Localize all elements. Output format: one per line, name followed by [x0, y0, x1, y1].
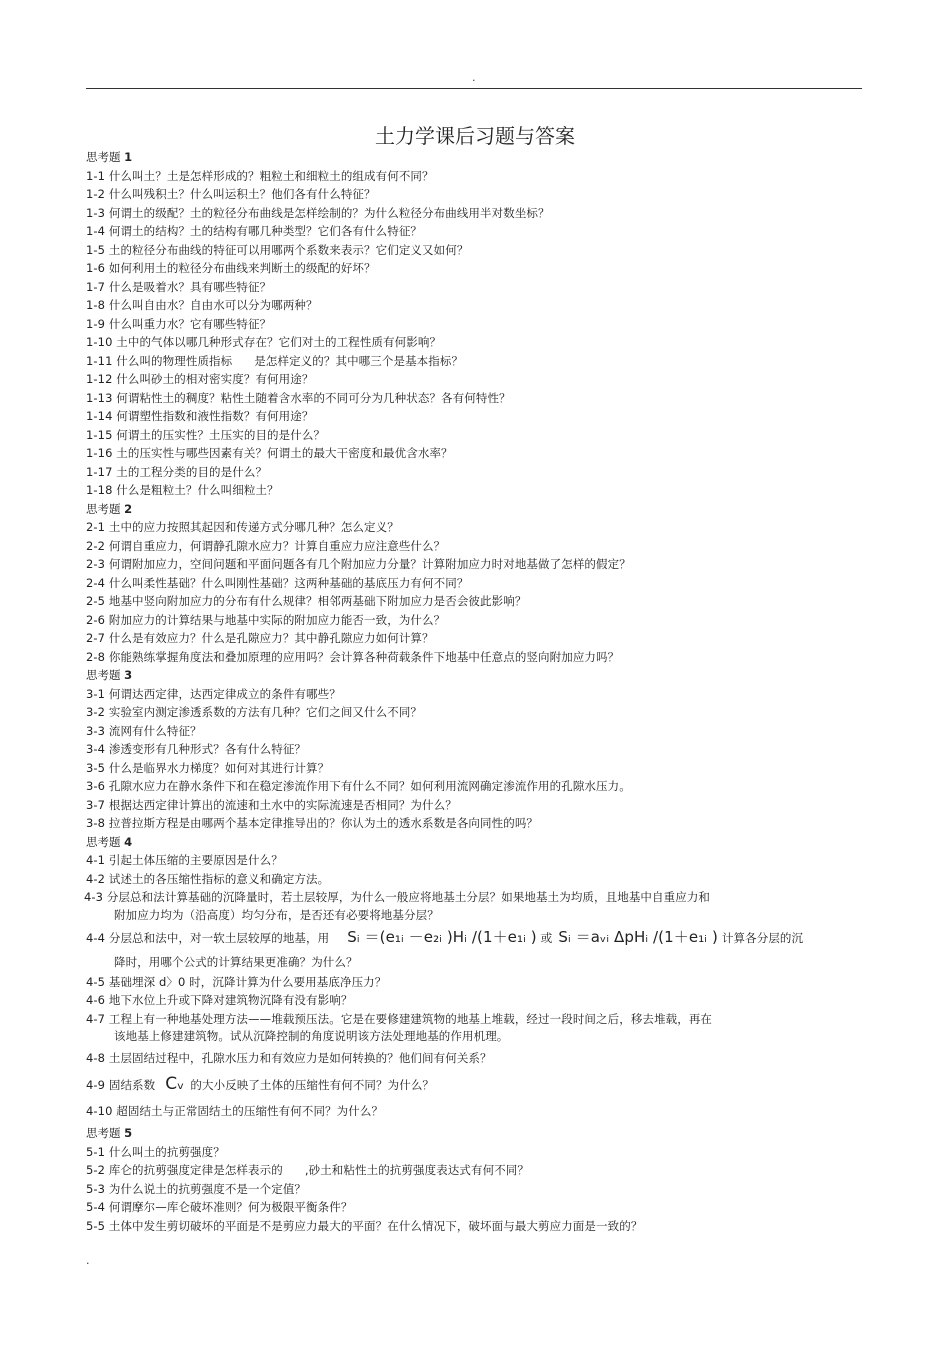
- question-4-2: 4-2 试述土的各压缩性指标的意义和确定方法。: [86, 871, 330, 886]
- question-1-7: 1-7 什么是吸着水？具有哪些特征？: [86, 279, 272, 294]
- question-4-4-continued: 降时，用哪个公式的计算结果更准确？为什么？: [114, 954, 358, 969]
- question-3-1: 3-1 何谓达西定律，达西定律成立的条件有哪些？: [86, 686, 341, 701]
- question-3-5: 3-5 什么是临界水力梯度？如何对其进行计算？: [86, 760, 330, 775]
- question-1-5: 1-5 土的粒径分布曲线的特征可以用哪两个系数来表示？它们定义又如何？: [86, 242, 469, 257]
- consolidation-coefficient-symbol: Cᵥ: [165, 1074, 185, 1094]
- question-1-17: 1-17 土的工程分类的目的是什么？: [86, 464, 268, 479]
- question-4-3-continued: 附加应力均为（沿高度）均匀分布，是否还有必要将地基分层？: [114, 907, 439, 922]
- question-1-4: 1-4 何谓土的结构？土的结构有哪几种类型？它们各有什么特征？: [86, 224, 423, 238]
- question-2-6: 2-6 附加应力的计算结果与地基中实际的附加应力能否一致，为什么？: [86, 612, 446, 627]
- question-3-7: 3-7 根据达西定律计算出的流速和土水中的实际流速是否相同？为什么？: [86, 797, 457, 812]
- settlement-formula-1: Sᵢ ＝(e₁ᵢ －e₂ᵢ )Hᵢ /(1＋e₁ᵢ ): [347, 927, 537, 946]
- question-1-11: 1-11 什么叫的物理性质指标 是怎样定义的？其中哪三个是基本指标？: [86, 353, 464, 368]
- question-1-3: 1-3 何谓土的级配？土的粒径分布曲线是怎样绘制的？为什么粒径分布曲线用半对数坐标？: [86, 205, 550, 220]
- document-body: [86, 148, 886, 1235]
- question-1-8: 1-8 什么叫自由水？自由水可以分为哪两种？: [86, 298, 318, 312]
- page-title: 土力学课后习题与答案: [375, 124, 575, 148]
- question-4-5: 4-5 基础埋深 d〉0 时，沉降计算为什么要用基底净压力？: [86, 974, 387, 989]
- question-5-5: 5-5 土体中发生剪切破坏的平面是不是剪应力最大的平面？在什么情况下，破坏面与最大剪应力面是一致的？: [86, 1218, 643, 1233]
- question-5-2: 5-2 库仑的抗剪强度定律是怎样表示的 ,砂土和粘性土的抗剪强度表达式有何不同？: [86, 1163, 529, 1177]
- question-3-3: 3-3 流网有什么特征？: [86, 723, 202, 738]
- section-heading-1: 思考题 1: [86, 150, 133, 164]
- question-1-6: 1-6 如何利用土的粒径分布曲线来判断土的级配的好坏？: [86, 261, 376, 275]
- question-2-3: 2-3 何谓附加应力，空间问题和平面问题各有几个附加应力分量？计算附加应力时对地基做了怎样的假定？: [86, 557, 631, 571]
- question-3-4: 3-4 渗透变形有几种形式？各有什么特征？: [86, 742, 307, 756]
- question-1-18: 1-18 什么是粗粒土？什么叫细粒土？: [86, 483, 279, 497]
- question-2-7: 2-7 什么是有效应力？什么是孔隙应力？其中静孔隙应力如何计算？: [86, 631, 434, 645]
- question-5-4: 5-4 何谓摩尔—库仑破坏准则？何为极限平衡条件？: [86, 1200, 353, 1214]
- question-3-6: 3-6 孔隙水应力在静水条件下和在稳定渗流作用下有什么不同？如何利用流网确定渗流作用的孔隙水压力。: [86, 779, 631, 793]
- question-2-8: 2-8 你能熟练掌握角度法和叠加原理的应用吗？会计算各种荷载条件下地基中任意点的竖向附加应力吗？: [86, 649, 620, 664]
- question-2-1: 2-1 土中的应力按照其起因和传递方式分哪几种？怎么定义？: [86, 520, 399, 534]
- footer-dot: .: [86, 1254, 90, 1267]
- header-rule: [86, 88, 862, 89]
- question-4-4: 4-4 分层总和法中，对一软土层较厚的地基，用 Sᵢ ＝(e₁ᵢ －e₂ᵢ )Hᵢ /(1＋e₁ᵢ ) 或 Sᵢ ＝aᵥᵢ ΔpHᵢ /(1＋e₁ᵢ ) 计算各分层的沉: [86, 924, 886, 951]
- header-dot: .: [472, 71, 476, 84]
- question-2-2: 2-2 何谓自重应力，何谓静孔隙水应力？计算自重应力应注意些什么？: [86, 538, 446, 553]
- question-3-8: 3-8 拉普拉斯方程是由哪两个基本定律推导出的？你认为土的透水系数是各向同性的吗？: [86, 816, 539, 830]
- question-1-12: 1-12 什么叫砂土的相对密实度？有何用途？: [86, 372, 314, 386]
- question-1-15: 1-15 何谓土的压实性？土压实的目的是什么？: [86, 427, 326, 442]
- question-1-9: 1-9 什么叫重力水？它有哪些特征？: [86, 316, 272, 331]
- question-5-1: 5-1 什么叫土的抗剪强度？: [86, 1144, 225, 1159]
- question-1-2: 1-2 什么叫残积土？什么叫运积土？他们各有什么特征？: [86, 187, 376, 201]
- question-4-7-continued: 该地基上修建建筑物。试从沉降控制的角度说明该方法处理地基的作用机理。: [114, 1029, 509, 1043]
- question-3-2: 3-2 实验室内测定渗透系数的方法有几种？它们之间又什么不同？: [86, 705, 423, 719]
- question-1-14: 1-14 何谓塑性指数和液性指数？有何用途？: [86, 409, 314, 423]
- question-1-1: 1-1 什么叫土？土是怎样形成的？粗粒土和细粒土的组成有何不同？: [86, 168, 434, 183]
- question-4-3: 4-3 分层总和法计算基础的沉降量时，若土层较厚，为什么一般应将地基土分层？如果地基土为均质，且地基中自重应力和: [84, 890, 711, 904]
- question-1-16: 1-16 土的压实性与哪些因素有关？何谓土的最大干密度和最优含水率？: [86, 446, 453, 460]
- question-4-10: 4-10 超固结土与正常固结土的压缩性有何不同？为什么？: [86, 1104, 384, 1118]
- question-4-7: 4-7 工程上有一种地基处理方法——堆载预压法。它是在要修建建筑物的地基上堆载，经过一段时间之后，移去堆载，再在: [86, 1011, 713, 1026]
- question-1-10: 1-10 土中的气体以哪几种形式存在？它们对土的工程性质有何影响？: [86, 335, 442, 349]
- question-1-13: 1-13 何谓粘性土的稠度？粘性土随着含水率的不同可分为几种状态？各有何特性？: [86, 390, 511, 405]
- question-4-8: 4-8 土层固结过程中，孔隙水压力和有效应力是如何转换的？他们间有何关系？: [86, 1051, 492, 1065]
- section-heading-5: 思考题 5: [86, 1126, 133, 1140]
- question-5-3: 5-3 为什么说土的抗剪强度不是一个定值？: [86, 1181, 307, 1196]
- question-4-9: 4-9 固结系数 Cᵥ 的大小反映了土体的压缩性有何不同？为什么？: [86, 1074, 435, 1094]
- section-heading-3: 思考题 3: [86, 668, 133, 682]
- settlement-formula-2: Sᵢ ＝aᵥᵢ ΔpHᵢ /(1＋e₁ᵢ ): [558, 927, 718, 946]
- section-heading-4: 思考题 4: [86, 834, 133, 849]
- question-4-6: 4-6 地下水位上升或下降对建筑物沉降有没有影响？: [86, 993, 353, 1007]
- section-heading-2: 思考题 2: [86, 501, 133, 516]
- question-4-1: 4-1 引起土体压缩的主要原因是什么？: [86, 853, 283, 867]
- question-2-4: 2-4 什么叫柔性基础？什么叫刚性基础？这两种基础的基底压力有何不同？: [86, 575, 469, 590]
- question-2-5: 2-5 地基中竖向附加应力的分布有什么规律？相邻两基础下附加应力是否会彼此影响？: [86, 594, 527, 608]
